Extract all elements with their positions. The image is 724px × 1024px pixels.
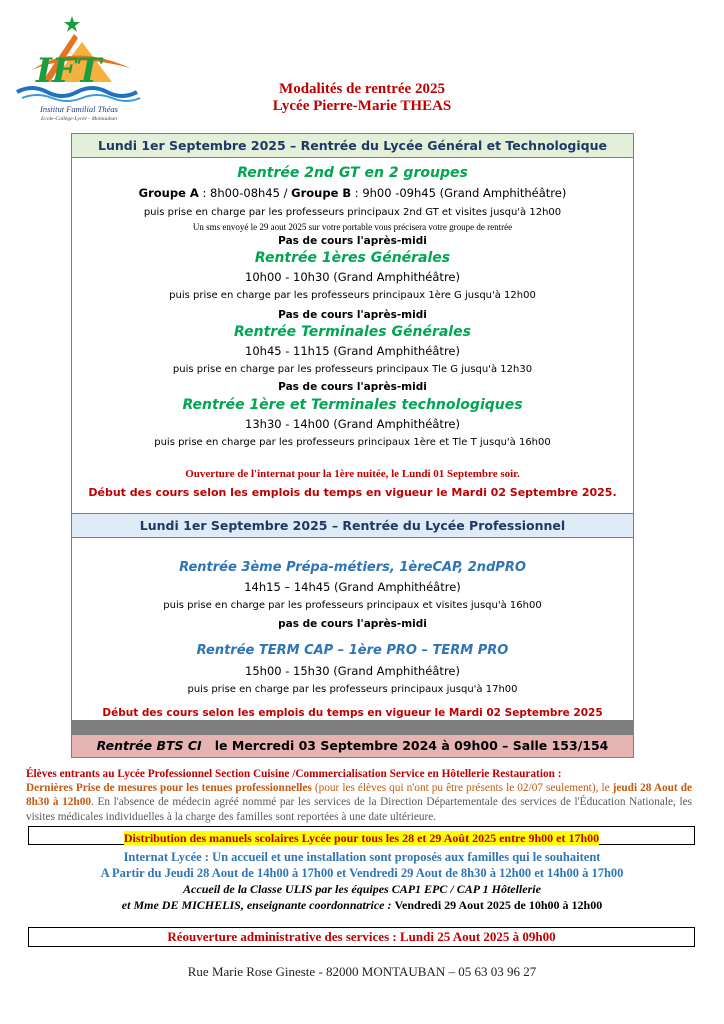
lgt-tle-time: 10h45 - 11h15 (Grand Amphithéâtre) [245, 344, 460, 358]
lgt-header-text: Lundi 1er Septembre 2025 – Rentrée du Lycée Général et Technologique [98, 138, 607, 153]
lp-header-text: Lundi 1er Septembre 2025 – Rentrée du Lycée Professionnel [139, 518, 566, 533]
internat-line2: A Partir du Jeudi 28 Aout de 14h00 à 17h00 et Vendredi 29 Aout de 8h30 à 12h00 et 14h00 à 17h00 [100, 866, 624, 880]
cuisine-date: jeudi 28 Aout de 8h30 à 12h00 [26, 782, 693, 809]
bts-banner [71, 734, 634, 758]
cuisine-title: Élèves entrants au Lycée Professionnel Section Cuisine /Commercialisation Service en Hôtellerie Restauration : [26, 768, 562, 780]
lgt-techno-time: 13h30 - 14h00 (Grand Amphithéâtre) [245, 417, 460, 431]
group-a-label: Groupe A [138, 186, 199, 200]
lp-3eme-no-class: pas de cours l'après-midi [278, 618, 427, 630]
footer-address: Rue Marie Rose Gineste - 82000 MONTAUBAN – 05 63 03 96 27 [187, 964, 537, 979]
lgt-classes-start: Début des cours selon les emplois du temps en vigueur le Mardi 02 Septembre 2025. [88, 486, 617, 499]
svg-text:Institut Familial Théas: Institut Familial Théas [40, 104, 118, 114]
group-b-label: Groupe B [291, 186, 352, 200]
lgt-2nd-sms-note: Un sms envoyé le 29 aout 2025 sur votre portable vous précisera votre groupe de rentrée [192, 222, 513, 232]
lp-section-header [72, 514, 633, 538]
lp-term-title: Rentrée TERM CAP – 1ère PRO – TERM PRO [196, 643, 509, 658]
lgt-2nd-no-class: Pas de cours l'après-midi [278, 235, 427, 247]
ulis-line1: Accueil de la Classe ULIS par les équipes CAP1 EPC / CAP 1 Hôtellerie [183, 882, 541, 896]
lgt-1ere-title: Rentrée 1ères Générales [254, 250, 451, 266]
cuisine-mesures: Dernières Prise de mesures pour les tenues professionnelles [26, 782, 312, 794]
lgt-techno-title: Rentrée 1ère et Terminales technologiques [182, 397, 523, 413]
bts-text [72, 735, 633, 757]
lp-term-time: 15h00 - 15h30 (Grand Amphithéâtre) [245, 664, 460, 678]
internat-opening-note: Ouverture de l'internat pour la 1ère nuitée, le Lundi 01 Septembre soir. [185, 468, 520, 480]
lgt-1ere-details: puis prise en charge par les professeurs principaux 1ère G jusqu'à 12h00 [169, 290, 536, 301]
lgt-2nd-title: Rentrée 2nd GT en 2 groupes [237, 165, 468, 181]
lgt-tle-title: Rentrée Terminales Générales [234, 324, 471, 340]
reouverture-banner: Réouverture administrative des services : Lundi 25 Aout 2025 à 09h00 [28, 927, 695, 947]
lgt-techno-details: puis prise en charge par les professeurs principaux 1ère et Tle T jusqu'à 16h00 [154, 437, 551, 448]
internat-line1: Internat Lycée : Un accueil et une installation sont proposés aux familles qui le souhaitent [123, 850, 601, 864]
page-title: Modalités de rentrée 2025 [279, 81, 445, 97]
ulis-date: Vendredi 29 Aout 2025 de 10h00 à 12h00 [394, 898, 603, 912]
lp-3eme-time: 14h15 – 14h45 (Grand Amphithéâtre) [244, 580, 461, 594]
lp-classes-start: Début des cours selon les emplois du temps en vigueur le Mardi 02 Septembre 2025 [102, 707, 603, 719]
lgt-tle-no-class: Pas de cours l'après-midi [278, 381, 427, 393]
svg-text:IFT: IFT [36, 51, 102, 91]
lp-3eme-title: Rentrée 3ème Prépa-métiers, 1èreCAP, 2ndPRO [179, 560, 526, 575]
page-subtitle: Lycée Pierre-Marie THEAS [272, 98, 452, 114]
lp-term-details: puis prise en charge par les professeurs principaux jusqu'à 17h00 [187, 684, 518, 695]
lgt-section-header [72, 134, 633, 158]
lgt-1ere-time: 10h00 - 10h30 (Grand Amphithéâtre) [245, 270, 460, 284]
ulis-line2 [0, 898, 724, 913]
lgt-tle-details: puis prise en charge par les professeurs principaux Tle G jusqu'à 12h30 [172, 364, 533, 375]
manuels-text: Distribution des manuels scolaires Lycée pour tous les 28 et 29 Août 2025 entre 9h00 et 17h00 [123, 831, 600, 845]
lgt-1ere-no-class: Pas de cours l'après-midi [278, 309, 427, 321]
divider-bar [71, 721, 634, 734]
lgt-2nd-groups [71, 186, 634, 200]
ulis-coordinator: et Mme DE MICHELIS, enseignante coordonnatrice : [121, 898, 395, 912]
cuisine-paragraph [26, 781, 692, 824]
lgt-2nd-details: puis prise en charge par les professeurs principaux 2nd GT et visites jusqu'à 12h00 [143, 207, 562, 218]
group-a-time: : 8h00-08h45 / [198, 186, 292, 200]
manuels-banner [28, 826, 695, 845]
cuisine-medical-note: . En l'absence de médecin agréé nommé par les services de la Direction Départementale des services de l'Éducation Nationale, les visites médicales individuelles à la charge des familles sont reportées à une date ultérieure. [26, 796, 692, 823]
bts-date: le Mercredi 03 Septembre 2024 à 09h00 – Salle 153/154 [214, 738, 609, 753]
cuisine-mesures-detail: (pour les élèves qui n'ont pu être présents le 02/07 seulement), le [311, 782, 613, 794]
group-b-time: : 9h00 -09h45 (Grand Amphithéâtre) [351, 186, 567, 200]
svg-text:Ecole-Collège-Lycée - Montauba: Ecole-Collège-Lycée - Montauban [41, 116, 117, 122]
bts-label: Rentrée BTS CI [96, 738, 202, 753]
lp-3eme-details: puis prise en charge par les professeurs principaux et visites jusqu'à 16h00 [163, 600, 542, 611]
